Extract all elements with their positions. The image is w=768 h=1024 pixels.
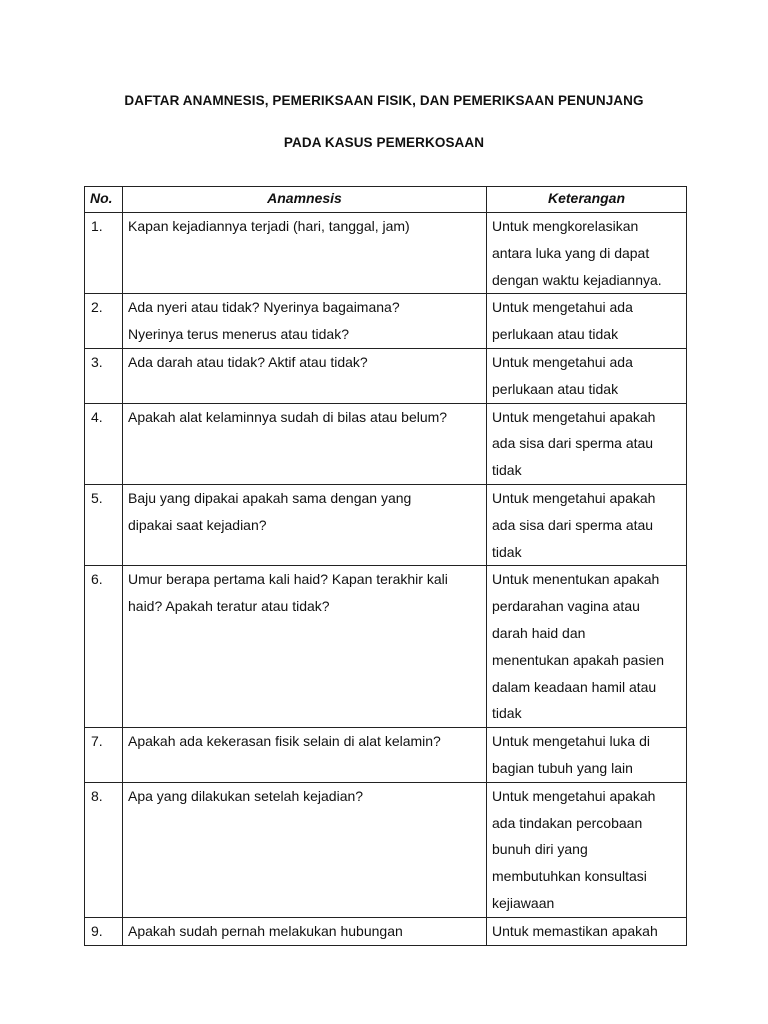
- anamnesis-cell: Umur berapa pertama kali haid? Kapan terakhir kali haid? Apakah teratur atau tidak?: [123, 566, 487, 728]
- table-row: [85, 484, 687, 565]
- keterangan-cell: Untuk mengetahui ada perlukaan atau tidak: [487, 348, 687, 403]
- column-header-no: No.: [85, 187, 123, 213]
- anamnesis-cell: Apakah alat kelaminnya sudah di bilas atau belum?: [123, 403, 487, 484]
- table-row: [85, 403, 687, 484]
- table-row: [85, 294, 687, 349]
- row-number: 2.: [85, 294, 123, 349]
- keterangan-cell: Untuk menentukan apakah perdarahan vagina atau darah haid dan menentukan apakah pasien dalam keadaan hamil atau tidak: [487, 566, 687, 728]
- anamnesis-cell: Apakah ada kekerasan fisik selain di alat kelamin?: [123, 728, 487, 783]
- row-number: 6.: [85, 566, 123, 728]
- row-number: 5.: [85, 484, 123, 565]
- keterangan-cell: Untuk mengetahui apakah ada sisa dari sperma atau tidak: [487, 484, 687, 565]
- table-row: [85, 566, 687, 728]
- table-row: [85, 782, 687, 917]
- row-number: 9.: [85, 917, 123, 945]
- keterangan-cell: Untuk mengetahui ada perlukaan atau tidak: [487, 294, 687, 349]
- table-row: [85, 213, 687, 294]
- keterangan-cell: Untuk memastikan apakah: [487, 917, 687, 945]
- table-row: [85, 917, 687, 945]
- keterangan-cell: Untuk mengetahui apakah ada tindakan percobaan bunuh diri yang membutuhkan konsultasi kejiawaan: [487, 782, 687, 917]
- column-header-keterangan: Keterangan: [487, 187, 687, 213]
- document-subtitle: PADA KASUS PEMERKOSAAN: [283, 135, 485, 150]
- keterangan-cell: Untuk mengkorelasikan antara luka yang di dapat dengan waktu kejadiannya.: [487, 213, 687, 294]
- anamnesis-cell: Kapan kejadiannya terjadi (hari, tanggal, jam): [123, 213, 487, 294]
- row-number: 3.: [85, 348, 123, 403]
- anamnesis-table: [84, 186, 687, 946]
- keterangan-cell: Untuk mengetahui apakah ada sisa dari sperma atau tidak: [487, 403, 687, 484]
- anamnesis-cell: Baju yang dipakai apakah sama dengan yang dipakai saat kejadian?: [123, 484, 487, 565]
- table-header-row: [85, 187, 687, 213]
- row-number: 4.: [85, 403, 123, 484]
- row-number: 1.: [85, 213, 123, 294]
- anamnesis-cell: Ada darah atau tidak? Aktif atau tidak?: [123, 348, 487, 403]
- table-row: [85, 728, 687, 783]
- column-header-anamnesis: Anamnesis: [123, 187, 487, 213]
- keterangan-cell: Untuk mengetahui luka di bagian tubuh yang lain: [487, 728, 687, 783]
- document-title: DAFTAR ANAMNESIS, PEMERIKSAAN FISIK, DAN PEMERIKSAAN PENUNJANG: [124, 93, 644, 108]
- anamnesis-cell: Apakah sudah pernah melakukan hubungan: [123, 917, 487, 945]
- row-number: 7.: [85, 728, 123, 783]
- anamnesis-cell: Apa yang dilakukan setelah kejadian?: [123, 782, 487, 917]
- table-row: [85, 348, 687, 403]
- anamnesis-cell: Ada nyeri atau tidak? Nyerinya bagaimana? Nyerinya terus menerus atau tidak?: [123, 294, 487, 349]
- row-number: 8.: [85, 782, 123, 917]
